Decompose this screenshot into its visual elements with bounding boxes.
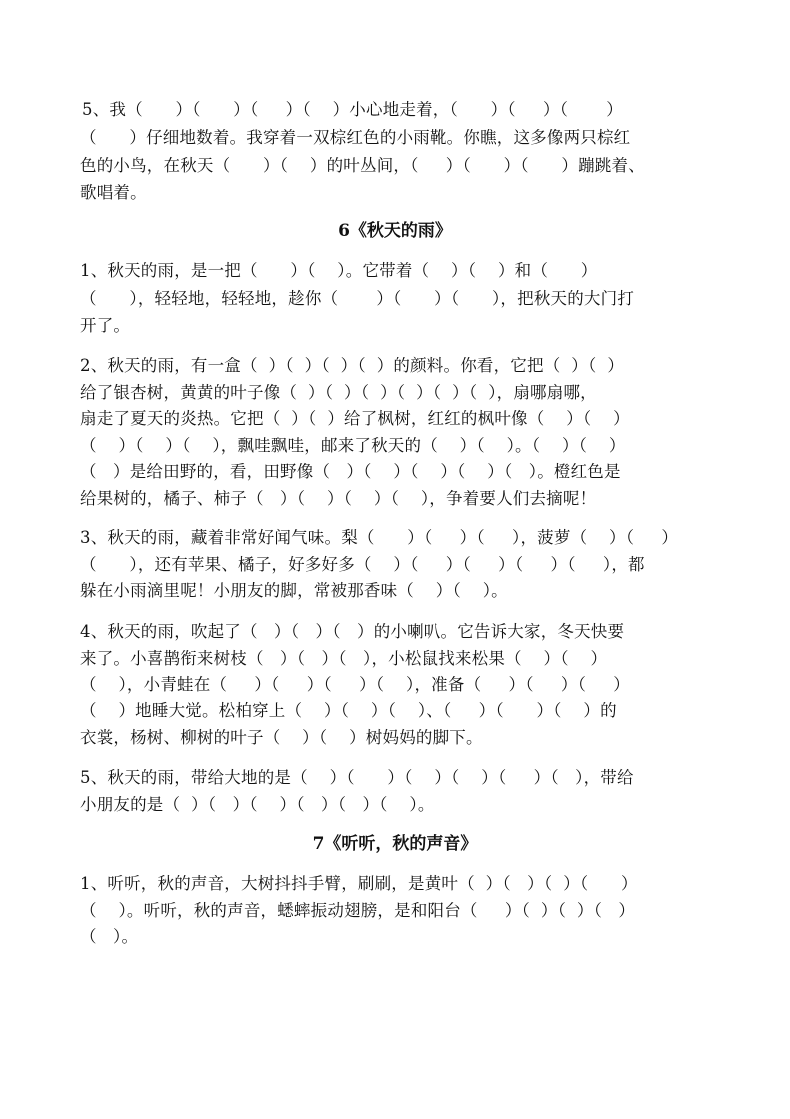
s1-p1-line-4: （ ）（ ）（ ），飘哇飘哇，邮来了秋天的（ ）（ ）。（ ）（ ）	[80, 436, 626, 455]
s2-p0-line-3: （ ）。	[80, 927, 139, 946]
s0-p0-line-4: 歌唱着。	[80, 183, 147, 202]
s1-p2-line-3: 躲在小雨滴里呢！小朋友的脚，常被那香味（ ）（ ）。	[80, 581, 508, 600]
s0-p0-line-1: 5、我（ ）（ ）（ ）（ ）小心地走着，（ ）（ ）（ ）	[82, 100, 623, 119]
s2-p0-line-2: （ ）。听听，秋的声音，蟋蟀振动翅膀，是和阳台（ ）（ ）（ ）（ ）	[80, 901, 636, 920]
s1-p3-line-5: 衣裳，杨树、柳树的叶子（ ）（ ）树妈妈的脚下。	[80, 728, 483, 747]
s1-p2-line-1: 3、秋天的雨，藏着非常好闻气味。梨（ ）（ ）（ ），菠萝（ ）（ ）	[80, 528, 679, 547]
s1-p0-line-1: 1、秋天的雨，是一把（ ）（ ）。它带着（ ）（ ）和（ ）	[80, 261, 598, 280]
lesson-7-heading: 7《听听，秋的声音》	[312, 834, 478, 854]
s1-p4-line-2: 小朋友的是（ ）（ ）（ ）（ ）（ ）（ ）。	[80, 795, 435, 814]
s1-p3-line-4: （ ）地睡大觉。松柏穿上（ ）（ ）（ ）、（ ）（ ）（ ）的	[80, 701, 617, 720]
s1-p1-line-1: 2、秋天的雨，有一盒（ ）（ ）（ ）（ ）的颜料。你看，它把（ ）（ ）	[80, 356, 625, 375]
s1-p0-line-2: （ ），轻轻地，轻轻地，趁你（ ）（ ）（ ），把秋天的大门打	[80, 289, 635, 308]
s1-p1-line-2: 给了银杏树，黄黄的叶子像（ ）（ ）（ ）（ ）（ ）（ ），扇哪扇哪，	[80, 383, 597, 402]
s1-p2-line-2: （ ），还有苹果、橘子，好多好多（ ）（ ）（ ）（ ）（ ），都	[80, 555, 645, 574]
s2-p0-line-1: 1、听听，秋的声音，大树抖抖手臂，刷刷，是黄叶（ ）（ ）（ ）（ ）	[80, 874, 638, 893]
s1-p3-line-1: 4、秋天的雨，吹起了（ ）（ ）（ ）的小喇叭。它告诉大家，冬天快要	[80, 622, 625, 641]
s0-p0-line-2: （ ）仔细地数着。我穿着一双棕红色的小雨靴。你瞧，这多像两只棕红	[80, 128, 631, 147]
s1-p1-line-6: 给果树的，橘子、柿子（ ）（ ）（ ）（ ），争着要人们去摘呢！	[80, 489, 597, 508]
s1-p1-line-3: 扇走了夏天的炎热。它把（ ）（ ）给了枫树，红红的枫叶像（ ）（ ）	[80, 409, 630, 428]
s1-p3-line-3: （ ），小青蛙在（ ）（ ）（ ）（ ），准备（ ）（ ）（ ）	[80, 675, 630, 694]
s1-p1-line-5: （ ）是给田野的，看，田野像（ ）（ ）（ ）（ ）（ ）。橙红色是	[80, 462, 621, 481]
s1-p4-line-1: 5、秋天的雨，带给大地的是（ ）（ ）（ ）（ ）（ ）（ ），带给	[80, 768, 634, 787]
s1-p3-line-2: 来了。小喜鹊衔来树枝（ ）（ ）（ ），小松鼠找来松果（ ）（ ）	[80, 649, 608, 668]
s1-p0-line-3: 开了。	[80, 316, 131, 335]
lesson-6-heading: 6《秋天的雨》	[338, 221, 452, 241]
s0-p0-line-3: 色的小鸟，在秋天（ ）（ ）的叶丛间，（ ）（ ）（ ）蹦跳着、	[80, 156, 645, 175]
